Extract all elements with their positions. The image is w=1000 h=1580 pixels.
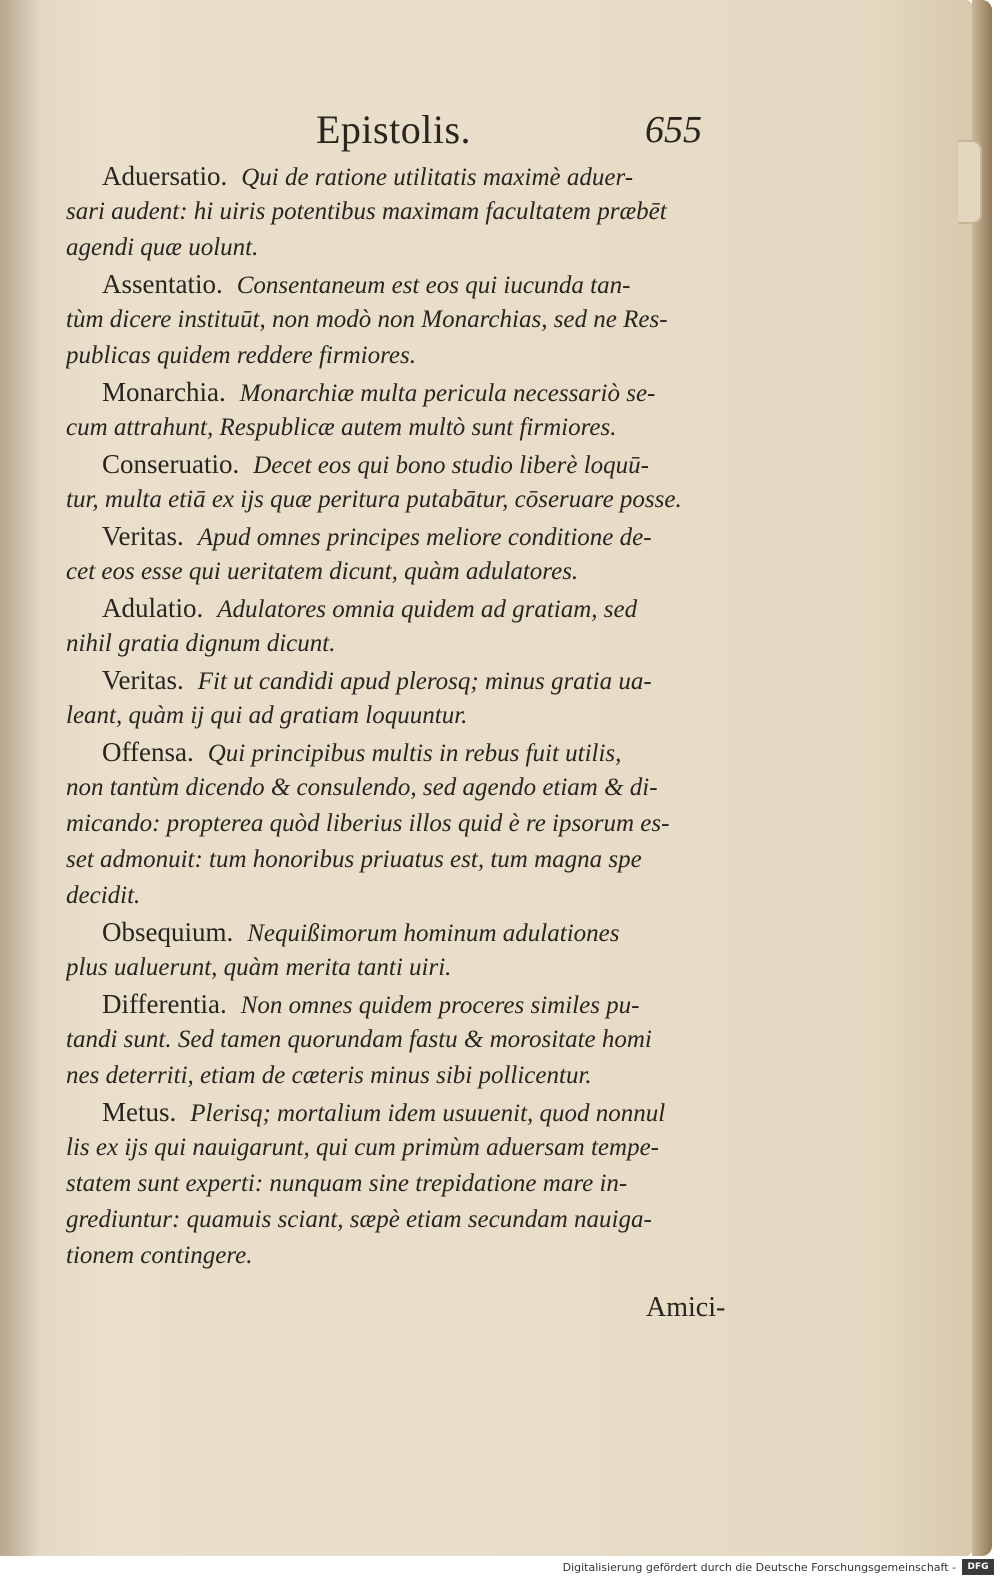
line-text: tùm dicere instituūt, non modò non Monarchias, sed ne Res- <box>66 306 668 333</box>
paragraph-first-line <box>66 662 756 698</box>
paragraph-first-line <box>66 374 756 410</box>
paragraph-first-line <box>66 986 756 1022</box>
text-line <box>66 1202 756 1238</box>
catchword: Amici- <box>646 1292 726 1323</box>
text-line <box>66 1166 756 1202</box>
paragraph-first-line <box>66 914 756 950</box>
line-text: decidit. <box>66 882 141 909</box>
text-line <box>66 950 756 986</box>
line-text: cet eos esse qui ueritatem dicunt, quàm adulatores. <box>66 558 579 585</box>
text-line <box>66 770 756 806</box>
topic-keyword: Veritas. <box>102 521 184 551</box>
paragraph-first-line <box>66 734 756 770</box>
line-text: set admonuit: tum honoribus priuatus est, tum magna spe <box>66 846 642 873</box>
page-header <box>0 100 972 160</box>
text-line <box>66 878 756 914</box>
text-line <box>66 842 756 878</box>
line-text: Non omnes quidem proceres similes pu- <box>240 992 640 1019</box>
text-line <box>66 338 756 374</box>
page-edge <box>972 0 992 1556</box>
text-line <box>66 1022 756 1058</box>
line-text: nihil gratia dignum dicunt. <box>66 630 336 657</box>
line-text: Consentaneum est eos qui iucunda tan- <box>236 272 631 299</box>
line-text: lis ex ijs qui nauigarunt, qui cum primùm aduersam tempe- <box>66 1134 660 1161</box>
text-line <box>66 302 756 338</box>
paragraph-first-line <box>66 446 756 482</box>
line-text: Qui principibus multis in rebus fuit utilis, <box>207 740 622 767</box>
topic-keyword: Adulatio. <box>102 593 204 623</box>
text-line <box>66 482 756 518</box>
body-text <box>66 158 756 1274</box>
paragraph-first-line <box>66 266 756 302</box>
paragraph-first-line <box>66 158 756 194</box>
line-text: Plerisq; mortalium idem usuuenit, quod nonnul <box>190 1100 666 1127</box>
line-text: statem sunt experti: nunquam sine trepidatione mare in- <box>66 1170 628 1197</box>
topic-keyword: Obsequium. <box>102 917 234 947</box>
line-text: tandi sunt. Sed tamen quorundam fastu & morositate homi <box>66 1026 652 1053</box>
line-text: Fit ut candidi apud plerosq; minus gratia ua- <box>197 668 652 695</box>
line-text: cum attrahunt, Respublicæ autem multò sunt firmiores. <box>66 414 617 441</box>
text-line <box>66 1238 756 1274</box>
text-line <box>66 806 756 842</box>
text-line <box>66 554 756 590</box>
line-text: agendi quæ uolunt. <box>66 234 259 261</box>
line-text: sari audent: hi uiris potentibus maximam facultatem præbēt <box>66 198 667 225</box>
line-text: Decet eos qui bono studio liberè loquū- <box>253 452 649 479</box>
paragraph-first-line <box>66 518 756 554</box>
topic-keyword: Conseruatio. <box>102 449 240 479</box>
line-text: grediuntur: quamuis sciant, sæpè etiam secundam nauiga- <box>66 1206 652 1233</box>
page-number: 655 <box>645 109 702 151</box>
line-text: Apud omnes principes meliore conditione de- <box>197 524 652 551</box>
gutter-shadow <box>0 0 40 1556</box>
line-text: Qui de ratione utilitatis maximè aduer- <box>241 164 634 191</box>
text-line <box>66 410 756 446</box>
line-text: tionem contingere. <box>66 1242 253 1269</box>
paragraph-first-line <box>66 590 756 626</box>
topic-keyword: Metus. <box>102 1097 177 1127</box>
running-head: Epistolis. <box>316 107 472 152</box>
dfg-logo: DFG <box>962 1559 994 1575</box>
line-text: nes deterriti, etiam de cæteris minus sibi pollicentur. <box>66 1062 592 1089</box>
topic-keyword: Differentia. <box>102 989 227 1019</box>
footer-credit: Digitalisierung gefördert durch die Deutsche Forschungsgemeinschaft - <box>562 1561 956 1574</box>
line-text: leant, quàm ij qui ad gratiam loquuntur. <box>66 702 468 729</box>
topic-keyword: Aduersatio. <box>102 161 228 191</box>
line-text: non tantùm dicendo & consulendo, sed agendo etiam & di- <box>66 774 658 801</box>
line-text: publicas quidem reddere firmiores. <box>66 342 416 369</box>
line-text: plus ualuerunt, quàm merita tanti uiri. <box>66 954 452 981</box>
line-text: tur, multa etiā ex ijs quæ peritura putabātur, cōseruare posse. <box>66 486 682 513</box>
line-text: Monarchiæ multa pericula necessariò se- <box>239 380 656 407</box>
text-line <box>66 1130 756 1166</box>
paragraph-first-line <box>66 1094 756 1130</box>
topic-keyword: Assentatio. <box>102 269 223 299</box>
text-line <box>66 626 756 662</box>
text-line <box>66 1058 756 1094</box>
digitization-footer <box>0 1556 1000 1580</box>
line-text: micando: propterea quòd liberius illos quid è re ipsorum es- <box>66 810 670 837</box>
topic-keyword: Offensa. <box>102 737 194 767</box>
line-text: Nequißimorum hominum adulationes <box>247 920 620 947</box>
topic-keyword: Veritas. <box>102 665 184 695</box>
text-line <box>66 194 756 230</box>
line-text: Adulatores omnia quidem ad gratiam, sed <box>217 596 638 623</box>
text-line <box>66 230 756 266</box>
topic-keyword: Monarchia. <box>102 377 226 407</box>
text-line <box>66 698 756 734</box>
